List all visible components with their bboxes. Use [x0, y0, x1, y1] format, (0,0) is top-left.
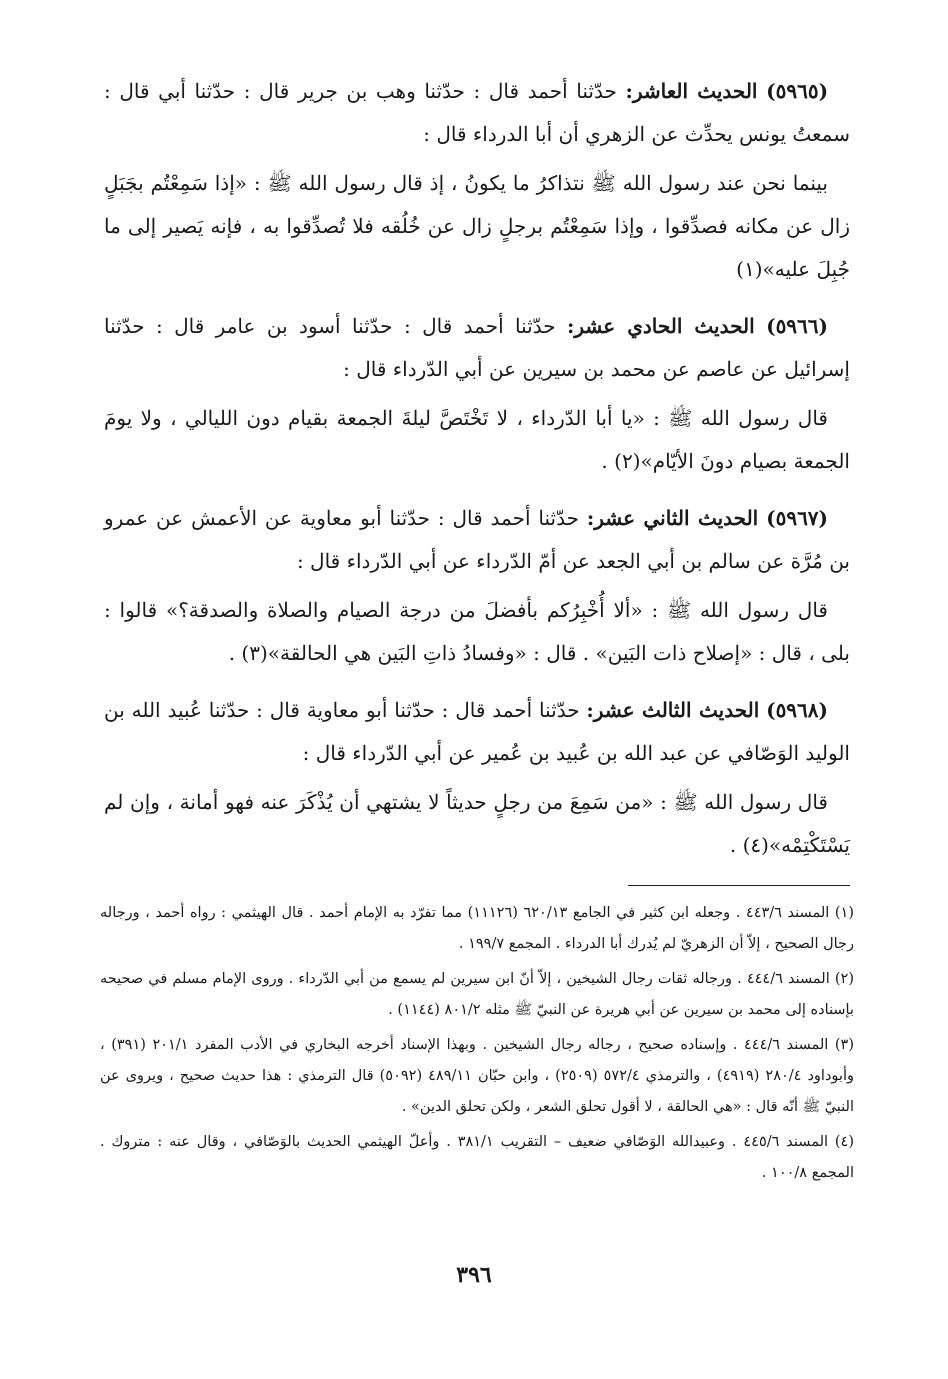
hadith-isnad-text: حدّثنا أحمد قال : حدّثنا أبو معاوية قال : حدّثنا عُبيد الله بن الوليد الوَصّافي عن عبد الله بن عُبيد بن عُمير عن أبي الدّرداء قال : [104, 698, 850, 765]
hadith-isnad-text: حدّثنا أحمد قال : حدّثنا أسود بن عامر قال : حدّثنا إسرائيل عن عاصم عن محمد بن سيرين عن أبي الدّرداء قال : [104, 314, 850, 381]
hadith-list [104, 70, 850, 881]
hadith-isnad [104, 689, 850, 775]
footnote: (٤) المسند ٤٤٥/٦ . وعبيدالله الوَصّافي ضعيف – التقريب ٣٨١/١ . وأعلّ الهيثمي الحديث بالوَصّافي ، وقال عنه : متروك . المجمع ١٠٠/٨ . [100, 1134, 854, 1181]
hadith-isnad [104, 305, 850, 391]
hadith-5967 [104, 497, 850, 675]
footnote: (٢) المسند ٤٤٤/٦ . ورجاله ثقات رجال الشيخين ، إلاّ أنّ ابن سيرين لم يسمع من أبي الدّرداء . وروى الإمام مسلم في صحيحه بإسناده إلى محمد بن سيرين عن أبي هريرة عن النبيّ ﷺ مثله ٨٠١/٢ (١١٤٤) . [100, 971, 854, 1018]
footnote: (٣) المسند ٤٤٤/٦ . وإسناده صحيح ، رجاله رجال الشيخين . وبهذا الإسناد أخرجه البخاري في الأدب المفرد ٢٠١/١ (٣٩١) ، وأبوداود ٢٨٠/٤ (٤٩١٩) ، والترمذي ٥٧٢/٤ (٢٥٠٩) ، وابن حبّان ٤٨٩/١١ (٥٠٩٢) قال الترمذي : هذا حديث صحيح ، ويروى عن النبيّ ﷺ أنّه قال : «هي الحالقة ، لا أقول تحلق الشعر ، ولكن تحلق الدين» . [100, 1037, 854, 1115]
hadith-isnad-text: حدّثنا أحمد قال : حدّثنا وهب بن جرير قال : حدّثنا أبي قال : سمعتُ يونس يحدِّث عن الزهري أن أبا الدرداء قال : [104, 79, 850, 146]
page-number: ٣٩٦ [456, 1262, 492, 1288]
hadith-number: (٥٩٦٦) [766, 314, 828, 338]
hadith-matn: بينما نحن عند رسول الله ﷺ نتذاكرُ ما يكونُ ، إذ قال رسول الله ﷺ : «إذا سَمِعْتُم بجَبَلٍ زال عن مكانه فصدِّقوا ، وإذا سَمِعْتُم برجلٍ زال عن خُلُقه فلا تُصدِّقوا به ، فإنه يَصير إلى ما جُبِلَ عليه»(١) [104, 171, 850, 281]
hadith-5966 [104, 305, 850, 483]
hadith-number: (٥٩٦٥) [766, 79, 829, 103]
hadith-matn: قال رسول الله ﷺ : «ألا أُخْبِرُكم بأفضلَ من درجة الصيام والصلاة والصدقة؟» قالوا : بلى ، قال : «إصلاح ذات البَين» . قال : «وفسادُ ذاتِ البَين هي الحالقة»(٣) . [104, 598, 850, 665]
footnote: (١) المسند ٤٤٣/٦ . وجعله ابن كثير في الجامع ٦٢٠/١٣ (١١١٢٦) مما تفرّد به الإمام أحمد . قال الهيثمي : رواه أحمد ، ورجاله رجال الصحيح ، إلاّ أن الزهريّ لم يُدرك أبا الدرداء . المجمع ١٩٩/٧ . [100, 905, 854, 952]
hadith-number: (٥٩٦٧) [766, 506, 829, 530]
hadith-5968 [104, 689, 850, 867]
hadith-number: (٥٩٦٨) [766, 698, 828, 722]
hadith-isnad [104, 70, 850, 156]
hadith-title: الحديث الحادي عشر: [567, 314, 755, 338]
footnote-separator [628, 885, 850, 886]
hadith-matn: قال رسول الله ﷺ : «يا أبا الدّرداء ، لا تَخْتَصَّ ليلةَ الجمعة بقيام دون الليالي ، ولا يومَ الجمعة بصيام دونَ الأيّام»(٢) . [104, 406, 850, 473]
hadith-matn: قال رسول الله ﷺ : «من سَمِعَ من رجلٍ حديثاً لا يشتهي أن يُذْكَرَ عنه فهو أمانة ، وإن لم يَسْتَكْتِمْه»(٤) . [104, 790, 850, 857]
hadith-title: الحديث الثالث عشر: [586, 698, 760, 722]
hadith-isnad [104, 497, 850, 583]
footnotes [100, 898, 854, 1193]
hadith-title: الحديث الثاني عشر: [586, 506, 759, 530]
hadith-5965 [104, 70, 850, 291]
hadith-title: الحديث العاشر: [625, 79, 758, 103]
hadith-isnad-text: حدّثنا أحمد قال : حدّثنا أبو معاوية عن الأعمش عن عمرو بن مُرَّة عن سالم بن أبي الجعد عن أمّ الدّرداء عن أبي الدّرداء قال : [104, 506, 850, 573]
